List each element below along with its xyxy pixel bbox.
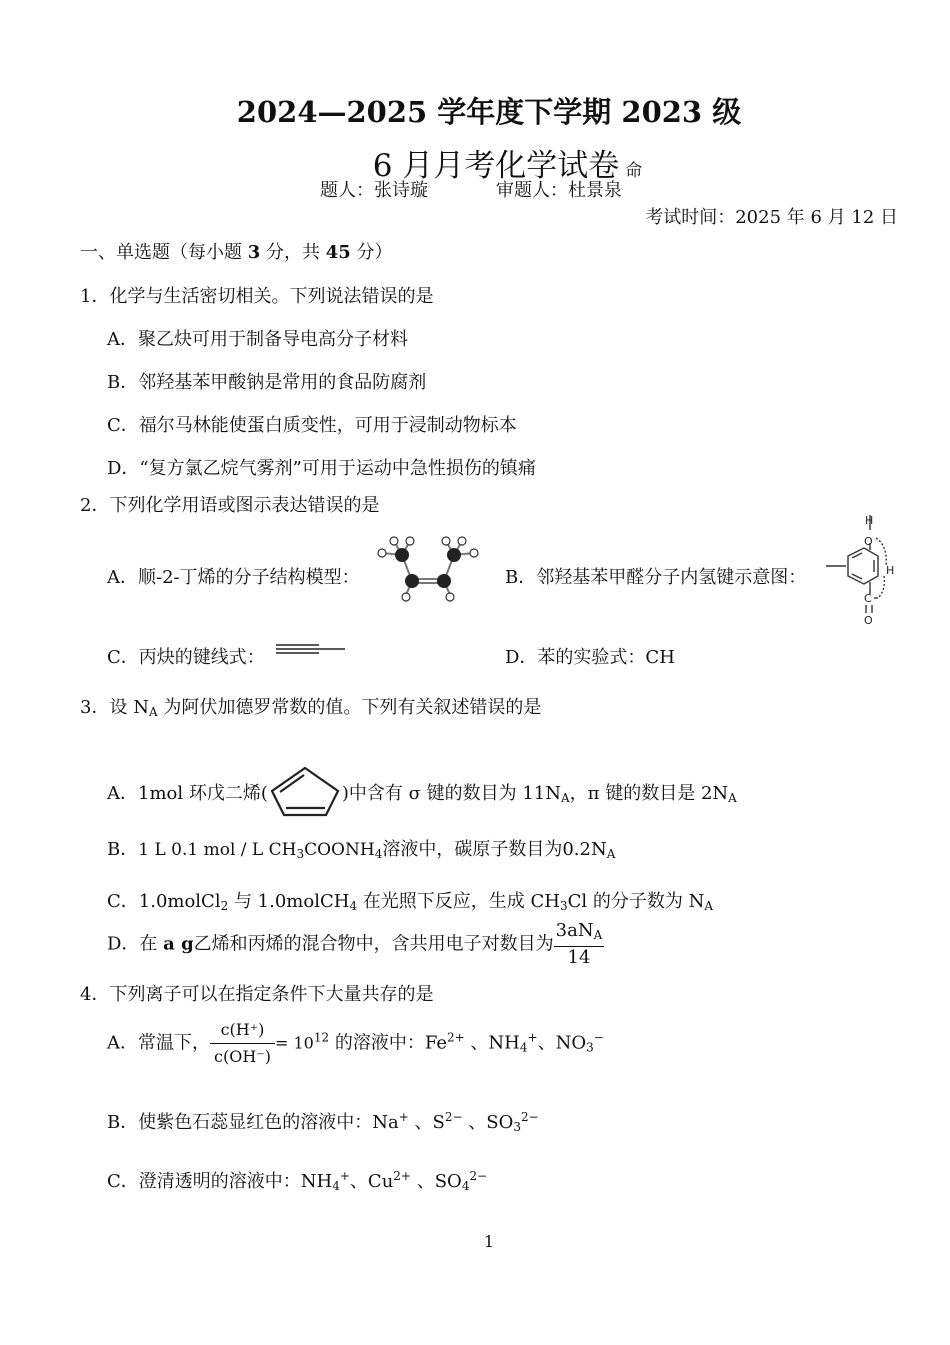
reviewer: 审题人：杜景泉	[496, 180, 622, 201]
q3-option-d: D．在 a g乙烯和丙烯的混合物中，含共用电子对数目为 $\frac{3aN_A}{14}$	[107, 920, 603, 968]
q4-option-c: C．澄清透明的溶液中：$NH_4^+$、$Cu^{2+}$ 、$SO_4^{2-}$	[107, 1169, 488, 1193]
page-number: 1	[483, 1232, 495, 1251]
q4-option-b: B．使紫色石蕊显红色的溶液中：Na+ 、$S^{2-}$ 、$SO_3^{2-}$	[107, 1110, 539, 1134]
q3-option-a: A．1mol 环戊二烯( )中含有 σ 键的数目为 $11N_A$，π 键的数目是 $2N_A$	[107, 765, 737, 819]
hydrogen-bond-diagram-image	[826, 510, 901, 625]
q3-option-c: C．1.0molCl$_2$ 与 1.0molCH$_4$ 在光照下反应，生成 $CH_3Cl$ 的分子数为 $N_A$	[107, 891, 714, 913]
q2-option-b: B．邻羟基苯甲醛分子内氢键示意图：	[505, 567, 807, 588]
q1-option-c: C．福尔马林能使蛋白质变性，可用于浸制动物标本	[107, 415, 517, 436]
q1-option-d: D．“复方氯乙烷气雾剂”可用于运动中急性损伤的镇痛	[107, 458, 536, 479]
authors-line	[320, 176, 622, 202]
q2-stem: 2．下列化学用语或图示表达错误的是	[80, 495, 380, 516]
h-top-label: H	[865, 514, 874, 527]
q1-option-b: B．邻羟基苯甲酸钠是常用的食品防腐剂	[107, 372, 427, 393]
cyclopentadiene-image	[268, 765, 342, 819]
o-top-label: O	[864, 535, 873, 548]
d-fraction: $\frac{3aN_A}{14}$	[555, 920, 603, 968]
exam-title-text: 6 月月考化学试卷	[372, 148, 620, 184]
c-label: C	[864, 592, 872, 605]
q1-stem: 1．化学与生活密切相关。下列说法错误的是	[80, 286, 434, 307]
q3-stem: 3．设 $N_A$ 为阿伏加德罗常数的值。下列有关叙述错误的是	[80, 697, 542, 719]
exam-title-line1: 2024—2025 学年度下学期 2023 级	[236, 95, 742, 129]
q2-option-a: A．顺-2-丁烯的分子结构模型：	[107, 567, 360, 588]
author: 题人：张诗璇	[320, 180, 428, 201]
propyne-skeletal-image	[275, 643, 347, 655]
q1-option-a: A．聚乙炔可用于制备导电高分子材料	[107, 329, 408, 350]
q4-option-a: A．常温下， $\frac{c(H^+)}{c(OH^-)}$ = $10^{12}$ 的溶液中：$Fe^{2+}$ 、$NH_4^+$、$NO_3^-$	[107, 1017, 604, 1070]
q3-option-b: B．1 L 0.1 mol / L $CH_3COONH_4$溶液中，碳原子数目为$0.2N_A$	[107, 839, 616, 861]
section-title: 一、单选题（每小题 3 分，共 45 分）	[80, 242, 393, 263]
q2-option-d: D．苯的实验式：CH	[505, 647, 675, 668]
exam-title-suffix: 命	[625, 161, 643, 181]
cis-2-butene-model-image	[372, 535, 480, 603]
o-bottom-label: O	[864, 614, 873, 627]
q2-option-c: C．丙炔的键线式：	[107, 647, 265, 668]
concentration-ratio: $\frac{c(H^+)}{c(OH^-)}$	[210, 1017, 275, 1070]
exam-date: 考试时间：2025 年 6 月 12 日	[645, 207, 898, 228]
q4-stem: 4．下列离子可以在指定条件下大量共存的是	[80, 984, 434, 1005]
h-side-label: H	[886, 564, 895, 577]
